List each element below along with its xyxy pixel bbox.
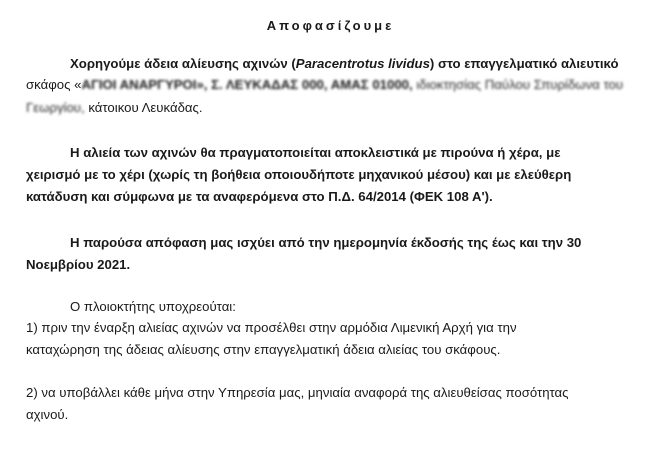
fishing-method-line-1: Η αλιεία των αχινών θα πραγματοποιείται αποκλειστικά με πιρούνα ή χέρα, με	[70, 145, 561, 160]
license-paragraph-line-2	[26, 77, 623, 93]
species-name: Paracentrotus lividus	[295, 56, 430, 71]
fishing-method-line-2: χειρισμό με το χέρι (χωρίς τη βοήθεια οποιουδήποτε μηχανικού μέσου) και με ελεύθερη	[26, 167, 572, 182]
redacted-father-name: Γεωργίου,	[26, 100, 85, 115]
obligation-2-line-2: αχινού.	[26, 407, 69, 422]
license-grant-text: Χορηγούμε άδεια αλίευσης αχινών (	[70, 56, 296, 71]
redacted-vessel-details: ΑΓΙΟΙ ΑΝΑΡΓΥΡΟΙ», Σ. ΛΕΥΚΑΔΑΣ 000, ΑΜΑΣ 01000,	[81, 77, 413, 92]
license-paragraph-line-1	[70, 56, 619, 72]
validity-line-1: Η παρούσα απόφαση μας ισχύει από την ημερομηνία έκδοσής της έως και την 30	[70, 235, 582, 250]
license-grant-text-end: ) στο επαγγελματικό αλιευτικό	[429, 56, 619, 71]
validity-line-2: Νοεμβρίου 2021.	[26, 257, 131, 272]
residence-text: κάτοικου Λευκάδας.	[84, 100, 203, 115]
fishing-method-line-3: κατάδυση και σύμφωνα με τα αναφερόμενα στο Π.Δ. 64/2014 (ΦΕΚ 108 Α').	[26, 189, 493, 204]
redacted-owner-name: ιδιοκτησίας Παύλου Σπυρίδωνα του	[416, 77, 624, 92]
owner-obligations-intro: Ο πλοιοκτήτης υποχρεούται:	[70, 299, 236, 314]
vessel-prefix: σκάφος «	[26, 77, 82, 92]
obligation-1-line-1: 1) πριν την έναρξη αλιείας αχινών να προσέλθει στην αρμόδια Λιμενική Αρχή για την	[26, 320, 517, 335]
obligation-1-line-2: καταχώρηση της άδειας αλίευσης στην επαγγελματική άδεια αλιείας του σκάφους.	[26, 342, 501, 357]
obligation-2-line-1: 2) να υποβάλλει κάθε μήνα στην Υπηρεσία μας, μηνιαία αναφορά της αλιευθείσας ποσότητας	[26, 385, 569, 400]
license-paragraph-line-3	[26, 100, 203, 116]
decision-heading: Αποφασίζουμε	[266, 18, 395, 33]
